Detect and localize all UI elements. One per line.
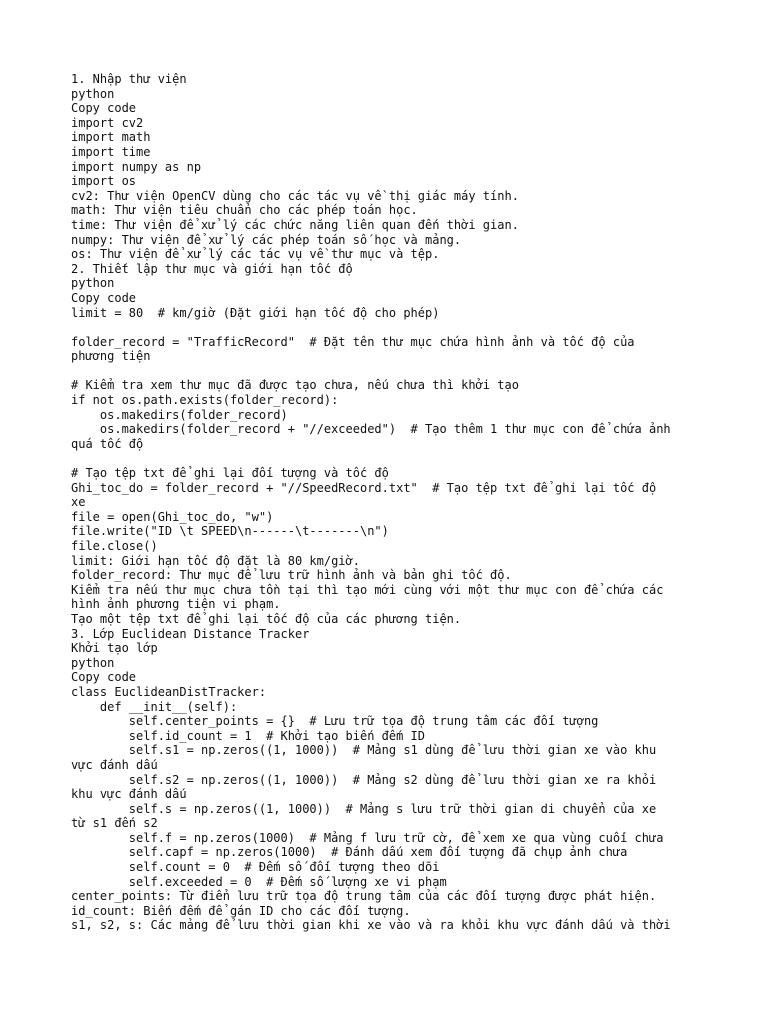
- text-line: file.write("ID \t SPEED\n------\t-------\n"): [71, 524, 389, 539]
- text-line: xe: [71, 495, 86, 510]
- text-line: 2. Thiết lập thư mục và giới hạn tốc độ: [71, 261, 353, 276]
- text-line: file.close(): [71, 539, 158, 553]
- text-line: vực đánh dấu: [71, 757, 158, 772]
- text-line: limit = 80 # km/giờ (Đặt giới hạn tốc độ cho phép): [71, 305, 440, 320]
- text-line: if not os.path.exists(folder_record):: [71, 393, 339, 408]
- text-line: math: Thư viện tiêu chuẩn cho các phép toán học.: [71, 203, 418, 218]
- text-line: Ghi_toc_do = folder_record + "//SpeedRecord.txt" # Tạo tệp txt để ghi lại tốc độ: [71, 480, 657, 495]
- text-line: phương tiện: [71, 349, 151, 364]
- text-line: self.s1 = np.zeros((1, 1000)) # Mảng s1 dùng để lưu thời gian xe vào khu: [71, 743, 657, 758]
- text-line: limit: Giới hạn tốc độ đặt là 80 km/giờ.: [71, 553, 360, 568]
- text-line: hình ảnh phương tiện vi phạm.: [71, 597, 281, 612]
- text-line: self.id_count = 1 # Khởi tạo biến đếm ID: [71, 728, 426, 743]
- text-line: Copy code: [71, 670, 137, 685]
- text-line: # Kiểm tra xem thư mục đã được tạo chưa, nếu chưa thì khởi tạo: [71, 378, 519, 393]
- text-line: os.makedirs(folder_record + "//exceeded") # Tạo thêm 1 thư mục con để chứa ảnh: [71, 422, 671, 437]
- text-line: self.count = 0 # Đếm số đối tượng theo dõi: [71, 860, 440, 875]
- text-line: python: [71, 276, 115, 291]
- text-line: import numpy as np: [71, 159, 202, 174]
- text-line: folder_record = "TrafficRecord" # Đặt tên thư mục chứa hình ảnh và tốc độ của: [71, 334, 635, 349]
- text-line: def __init__(self):: [71, 699, 238, 714]
- text-line: os.makedirs(folder_record): [71, 407, 288, 422]
- text-line: import os: [71, 174, 137, 189]
- text-line: s1, s2, s: Các mảng để lưu thời gian khi xe vào và ra khỏi khu vực đánh dấu và thời: [71, 918, 671, 933]
- text-line: class EuclideanDistTracker:: [71, 684, 267, 699]
- text-line: import math: [71, 130, 151, 145]
- text-line: từ s1 đến s2: [71, 816, 158, 831]
- text-line: import cv2: [71, 115, 144, 130]
- text-line: khu vực đánh dấu: [71, 787, 187, 802]
- text-line: self.exceeded = 0 # Đếm số lượng xe vi phạm: [71, 874, 447, 889]
- blank-line: [71, 364, 711, 379]
- text-line: self.capf = np.zeros(1000) # Đánh dấu xem đối tượng đã chụp ảnh chưa: [71, 845, 628, 860]
- text-line: numpy: Thư viện để xử lý các phép toán số học và mảng.: [71, 232, 462, 247]
- blank-line: [71, 320, 711, 335]
- text-line: Copy code: [71, 101, 137, 116]
- text-line: self.f = np.zeros(1000) # Mảng f lưu trữ cờ, để xem xe qua vùng cuối chưa: [71, 830, 664, 845]
- text-line: id_count: Biến đếm để gán ID cho các đối tượng.: [71, 903, 411, 918]
- text-line: self.center_points = {} # Lưu trữ tọa độ trung tâm các đối tượng: [71, 714, 599, 729]
- text-line: cv2: Thư viện OpenCV dùng cho các tác vụ về thị giác máy tính.: [71, 188, 519, 203]
- text-line: Tạo một tệp txt để ghi lại tốc độ của các phương tiện.: [71, 611, 462, 626]
- text-line: python: [71, 86, 115, 101]
- text-line: Copy code: [71, 290, 137, 305]
- text-line: 3. Lớp Euclidean Distance Tracker: [71, 626, 310, 641]
- text-line: file = open(Ghi_toc_do, "w"): [71, 509, 274, 524]
- text-line: 1. Nhập thư viện: [71, 72, 187, 86]
- blank-line: [71, 451, 711, 466]
- text-line: self.s2 = np.zeros((1, 1000)) # Mảng s2 dùng để lưu thời gian xe ra khỏi: [71, 772, 657, 787]
- document-page: [71, 72, 711, 933]
- text-line: time: Thư viện để xử lý các chức năng liên quan đến thời gian.: [71, 217, 519, 232]
- text-line: python: [71, 655, 115, 670]
- text-line: Khởi tạo lớp: [71, 641, 158, 656]
- text-line: center_points: Từ điển lưu trữ tọa độ trung tâm của các đối tượng được phát hiện.: [71, 889, 657, 904]
- text-line: import time: [71, 144, 151, 159]
- text-line: folder_record: Thư mục để lưu trữ hình ảnh và bản ghi tốc độ.: [71, 568, 512, 583]
- text-line: os: Thư viện để xử lý các tác vụ về thư mục và tệp.: [71, 247, 440, 262]
- text-line: self.s = np.zeros((1, 1000)) # Mảng s lưu trữ thời gian di chuyển của xe: [71, 801, 657, 816]
- text-line: Kiểm tra nếu thư mục chưa tồn tại thì tạo mới cùng với một thư mục con để chứa các: [71, 582, 664, 597]
- text-line: # Tạo tệp txt để ghi lại đối tượng và tốc độ: [71, 466, 389, 481]
- text-line: quá tốc độ: [71, 436, 144, 451]
